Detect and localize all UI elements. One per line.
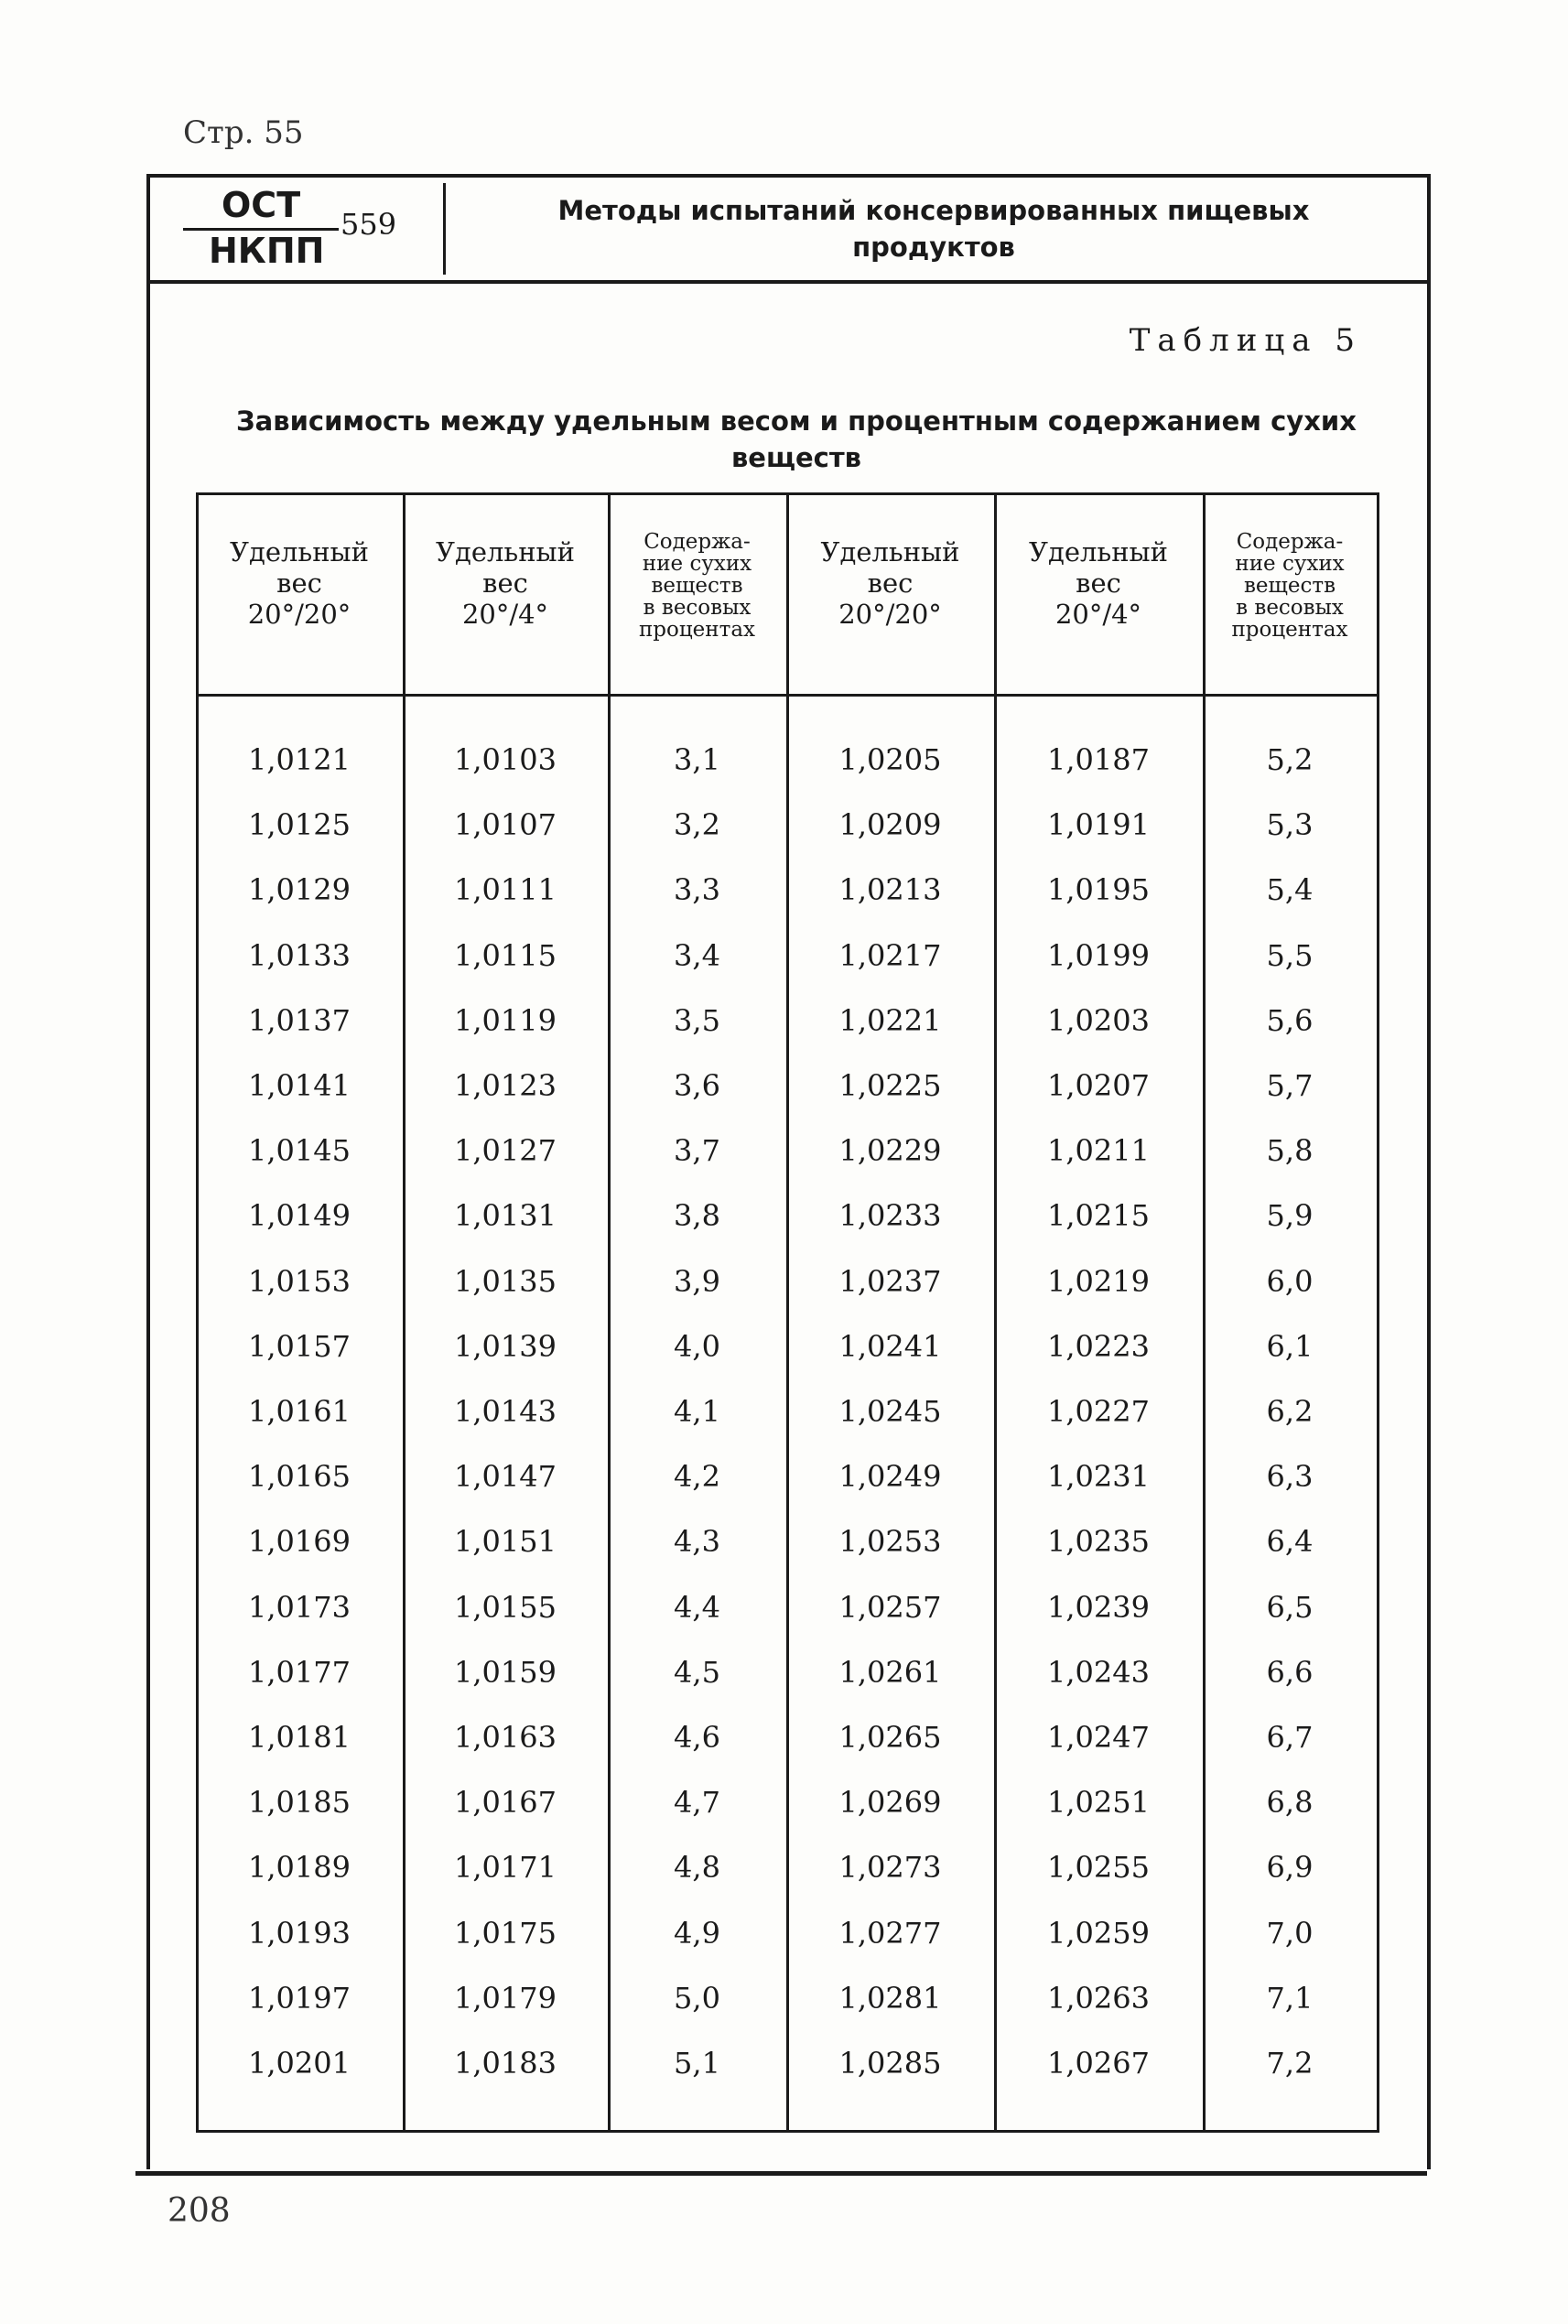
table-cell: 6,9 bbox=[1266, 1850, 1314, 1886]
table-cell: 5,9 bbox=[1266, 1198, 1314, 1234]
table-cell: 1,0211 bbox=[1047, 1133, 1150, 1169]
table-cell: 1,0177 bbox=[248, 1654, 351, 1690]
table-cell: 5,5 bbox=[1266, 937, 1314, 973]
table-cell: 1,0257 bbox=[838, 1589, 942, 1625]
table-cell: 1,0285 bbox=[838, 2046, 942, 2081]
header-bottom-rule bbox=[146, 280, 1427, 284]
page-reference: Стр. 55 bbox=[183, 114, 304, 151]
table-cell: 1,0129 bbox=[248, 872, 351, 908]
table-cell: 1,0179 bbox=[454, 1980, 557, 2016]
column-header-line: процентах bbox=[1231, 618, 1348, 642]
table-cell: 6,4 bbox=[1266, 1524, 1314, 1560]
table-cell: 1,0277 bbox=[838, 1915, 942, 1951]
table-cell: 1,0207 bbox=[1047, 1068, 1150, 1103]
table-column-rule bbox=[994, 492, 997, 2133]
table-cell: 1,0139 bbox=[454, 1328, 557, 1364]
table-cell: 1,0249 bbox=[838, 1459, 942, 1495]
table-cell: 1,0197 bbox=[248, 1980, 351, 2016]
table-cell: 6,8 bbox=[1266, 1785, 1314, 1821]
column-header-line: веществ bbox=[651, 574, 743, 598]
table-cell: 4,6 bbox=[674, 1720, 720, 1755]
table-cell: 1,0219 bbox=[1047, 1263, 1150, 1299]
column-header-line: Удельный bbox=[1029, 536, 1168, 567]
table-cell: 6,2 bbox=[1266, 1394, 1314, 1429]
column-header bbox=[196, 536, 403, 630]
standard-designation bbox=[183, 185, 439, 276]
table-cell: 4,0 bbox=[674, 1328, 720, 1364]
table-cell: 1,0209 bbox=[838, 807, 942, 843]
page-number: 208 bbox=[168, 2192, 231, 2230]
table-cell: 1,0243 bbox=[1047, 1654, 1150, 1690]
document-title-line-1: Методы испытаний консервированных пищевых bbox=[557, 195, 1310, 226]
table-cell: 1,0259 bbox=[1047, 1915, 1150, 1951]
table-cell: 1,0135 bbox=[454, 1263, 557, 1299]
table-cell: 3,3 bbox=[674, 872, 720, 908]
table-column-rule bbox=[196, 492, 199, 2133]
table-cell: 6,1 bbox=[1266, 1328, 1314, 1364]
table-cell: 4,2 bbox=[674, 1459, 720, 1495]
table-column-rule bbox=[1203, 492, 1206, 2133]
table-cell: 1,0103 bbox=[454, 742, 557, 777]
table-cell: 1,0145 bbox=[248, 1133, 351, 1169]
column-header-line: веществ bbox=[1243, 574, 1336, 598]
table-cell: 1,0255 bbox=[1047, 1850, 1150, 1886]
table-cell: 4,4 bbox=[674, 1589, 720, 1625]
table-column-rule bbox=[608, 492, 611, 2133]
table-cell: 5,6 bbox=[1266, 1002, 1314, 1038]
table-cell: 1,0195 bbox=[1047, 872, 1150, 908]
table-cell: 1,0253 bbox=[838, 1524, 942, 1560]
table-cell: 1,0163 bbox=[454, 1720, 557, 1755]
table-cell: 1,0193 bbox=[248, 1915, 351, 1951]
column-header bbox=[608, 531, 786, 641]
table-cell: 1,0269 bbox=[838, 1785, 942, 1821]
table-column-rule bbox=[786, 492, 789, 2133]
table-cell: 4,3 bbox=[674, 1524, 720, 1560]
column-header-line: вес bbox=[276, 567, 322, 599]
table-cell: 3,9 bbox=[674, 1263, 720, 1299]
table-cell: 1,0121 bbox=[248, 742, 351, 777]
standard-number: 559 bbox=[341, 207, 397, 242]
table-cell: 3,5 bbox=[674, 1002, 720, 1038]
table-cell: 1,0149 bbox=[248, 1198, 351, 1234]
table-cell: 6,7 bbox=[1266, 1720, 1314, 1755]
table-cell: 1,0265 bbox=[838, 1720, 942, 1755]
column-header-line: ние сухих bbox=[1235, 552, 1345, 576]
column-header-line: 20°/4° bbox=[461, 599, 549, 630]
table-cell: 5,2 bbox=[1266, 742, 1314, 777]
table-cell: 1,0107 bbox=[454, 807, 557, 843]
table-cell: 1,0111 bbox=[454, 872, 557, 908]
table-cell: 1,0133 bbox=[248, 937, 351, 973]
table-cell: 5,0 bbox=[674, 1980, 720, 2016]
column-header-line: вес bbox=[1076, 567, 1121, 599]
table-cell: 1,0273 bbox=[838, 1850, 942, 1886]
table-cell: 1,0241 bbox=[838, 1328, 942, 1364]
bottom-rule bbox=[135, 2171, 1427, 2176]
table-cell: 1,0119 bbox=[454, 1002, 557, 1038]
column-header-line: вес bbox=[482, 567, 528, 599]
table-cell: 7,2 bbox=[1266, 2046, 1314, 2081]
table-cell: 1,0165 bbox=[248, 1459, 351, 1495]
column-header-line: 20°/4° bbox=[1054, 599, 1142, 630]
top-rule bbox=[146, 174, 1427, 178]
column-header-line: 20°/20° bbox=[838, 599, 942, 630]
column-header-line: процентах bbox=[638, 618, 756, 642]
table-cell: 1,0171 bbox=[454, 1850, 557, 1886]
table-cell: 3,1 bbox=[674, 742, 720, 777]
table-cell: 1,0237 bbox=[838, 1263, 942, 1299]
table-cell: 6,6 bbox=[1266, 1654, 1314, 1690]
table-cell: 1,0201 bbox=[248, 2046, 351, 2081]
table-cell: 1,0189 bbox=[248, 1850, 351, 1886]
table-cell: 1,0153 bbox=[248, 1263, 351, 1299]
table-cell: 6,3 bbox=[1266, 1459, 1314, 1495]
column-header-line: Содержа- bbox=[643, 530, 751, 554]
table-column-rule bbox=[1377, 492, 1379, 2133]
table-cell: 1,0251 bbox=[1047, 1785, 1150, 1821]
table-cell: 1,0261 bbox=[838, 1654, 942, 1690]
table-cell: 1,0229 bbox=[838, 1133, 942, 1169]
ost-label: ОСТ bbox=[222, 185, 301, 225]
column-header-line: вес bbox=[867, 567, 914, 599]
table-cell: 1,0233 bbox=[838, 1198, 942, 1234]
table-cell: 4,9 bbox=[674, 1915, 720, 1951]
table-cell: 1,0221 bbox=[838, 1002, 942, 1038]
table-cell: 1,0213 bbox=[838, 872, 942, 908]
column-header-line: ние сухих bbox=[642, 552, 752, 576]
table-cell: 7,0 bbox=[1266, 1915, 1314, 1951]
table-cell: 6,0 bbox=[1266, 1263, 1314, 1299]
table-cell: 5,1 bbox=[674, 2046, 720, 2081]
header-separator bbox=[443, 183, 446, 275]
table-cell: 4,8 bbox=[674, 1850, 720, 1886]
table-cell: 1,0173 bbox=[248, 1589, 351, 1625]
table-cell: 3,7 bbox=[674, 1133, 720, 1169]
table-cell: 1,0181 bbox=[248, 1720, 351, 1755]
table-cell: 5,8 bbox=[1266, 1133, 1314, 1169]
table-cell: 4,5 bbox=[674, 1654, 720, 1690]
table-cell: 1,0147 bbox=[454, 1459, 557, 1495]
table-cell: 1,0137 bbox=[248, 1002, 351, 1038]
table-cell: 1,0167 bbox=[454, 1785, 557, 1821]
table-cell: 1,0205 bbox=[838, 742, 942, 777]
table-cell: 1,0247 bbox=[1047, 1720, 1150, 1755]
table-cell: 1,0225 bbox=[838, 1068, 942, 1103]
table-cell: 1,0125 bbox=[248, 807, 351, 843]
table-cell: 1,0183 bbox=[454, 2046, 557, 2081]
table-cell: 1,0185 bbox=[248, 1785, 351, 1821]
table-cell: 1,0227 bbox=[1047, 1394, 1150, 1429]
table-cell: 5,4 bbox=[1266, 872, 1314, 908]
nkpp-label: НКПП bbox=[209, 231, 325, 271]
table-cell: 1,0123 bbox=[454, 1068, 557, 1103]
table-cell: 3,4 bbox=[674, 937, 720, 973]
column-header bbox=[994, 536, 1203, 630]
table-cell: 1,0263 bbox=[1047, 1980, 1150, 2016]
table-cell: 1,0161 bbox=[248, 1394, 351, 1429]
table-cell: 5,3 bbox=[1266, 807, 1314, 843]
table-cell: 1,0231 bbox=[1047, 1459, 1150, 1495]
table-cell: 1,0281 bbox=[838, 1980, 942, 2016]
table-caption bbox=[229, 403, 1364, 476]
table-cell: 3,6 bbox=[674, 1068, 720, 1103]
table-cell: 1,0199 bbox=[1047, 937, 1150, 973]
table-cell: 1,0267 bbox=[1047, 2046, 1150, 2081]
table-cell: 1,0157 bbox=[248, 1328, 351, 1364]
table-cell: 7,1 bbox=[1266, 1980, 1314, 2016]
table-cell: 4,7 bbox=[674, 1785, 720, 1821]
table-cell: 3,8 bbox=[674, 1198, 720, 1234]
table-cell: 1,0115 bbox=[454, 937, 557, 973]
table-cell: 1,0127 bbox=[454, 1133, 557, 1169]
table-cell: 1,0215 bbox=[1047, 1198, 1150, 1234]
table-cell: 5,7 bbox=[1266, 1068, 1314, 1103]
table-cell: 1,0143 bbox=[454, 1394, 557, 1429]
table-cell: 1,0131 bbox=[454, 1198, 557, 1234]
table-cell: 1,0187 bbox=[1047, 742, 1150, 777]
column-header bbox=[403, 536, 608, 630]
table-cell: 1,0169 bbox=[248, 1524, 351, 1560]
column-header bbox=[786, 536, 994, 630]
table-cell: 1,0141 bbox=[248, 1068, 351, 1103]
table-cell: 4,1 bbox=[674, 1394, 720, 1429]
column-header bbox=[1203, 531, 1377, 641]
column-header-line: в весовых bbox=[643, 596, 752, 620]
table-cell: 1,0245 bbox=[838, 1394, 942, 1429]
column-header-line: Удельный bbox=[230, 536, 369, 567]
table-cell: 1,0175 bbox=[454, 1915, 557, 1951]
column-header-line: 20°/20° bbox=[247, 599, 351, 630]
table-cell: 1,0191 bbox=[1047, 807, 1150, 843]
table-caption-line-2: веществ bbox=[730, 442, 862, 473]
table-caption-line-1: Зависимость между удельным весом и процентным содержанием сухих bbox=[236, 405, 1357, 437]
table-cell: 6,5 bbox=[1266, 1589, 1314, 1625]
table-label: Таблица 5 bbox=[1129, 322, 1362, 359]
table-cell: 1,0159 bbox=[454, 1654, 557, 1690]
document-title-line-2: продуктов bbox=[852, 232, 1015, 263]
table-cell: 1,0203 bbox=[1047, 1002, 1150, 1038]
table-column-rule bbox=[403, 492, 406, 2133]
column-header-line: Содержа- bbox=[1236, 530, 1344, 554]
document-title bbox=[494, 192, 1373, 265]
column-header-line: Удельный bbox=[820, 536, 960, 567]
table-cell: 1,0155 bbox=[454, 1589, 557, 1625]
table-cell: 1,0235 bbox=[1047, 1524, 1150, 1560]
table-cell: 1,0239 bbox=[1047, 1589, 1150, 1625]
table-cell: 1,0217 bbox=[838, 937, 942, 973]
table-cell: 1,0151 bbox=[454, 1524, 557, 1560]
column-header-line: Удельный bbox=[436, 536, 575, 567]
table-cell: 1,0223 bbox=[1047, 1328, 1150, 1364]
table-cell: 3,2 bbox=[674, 807, 720, 843]
data-table bbox=[196, 492, 1386, 2133]
column-header-line: в весовых bbox=[1236, 596, 1344, 620]
